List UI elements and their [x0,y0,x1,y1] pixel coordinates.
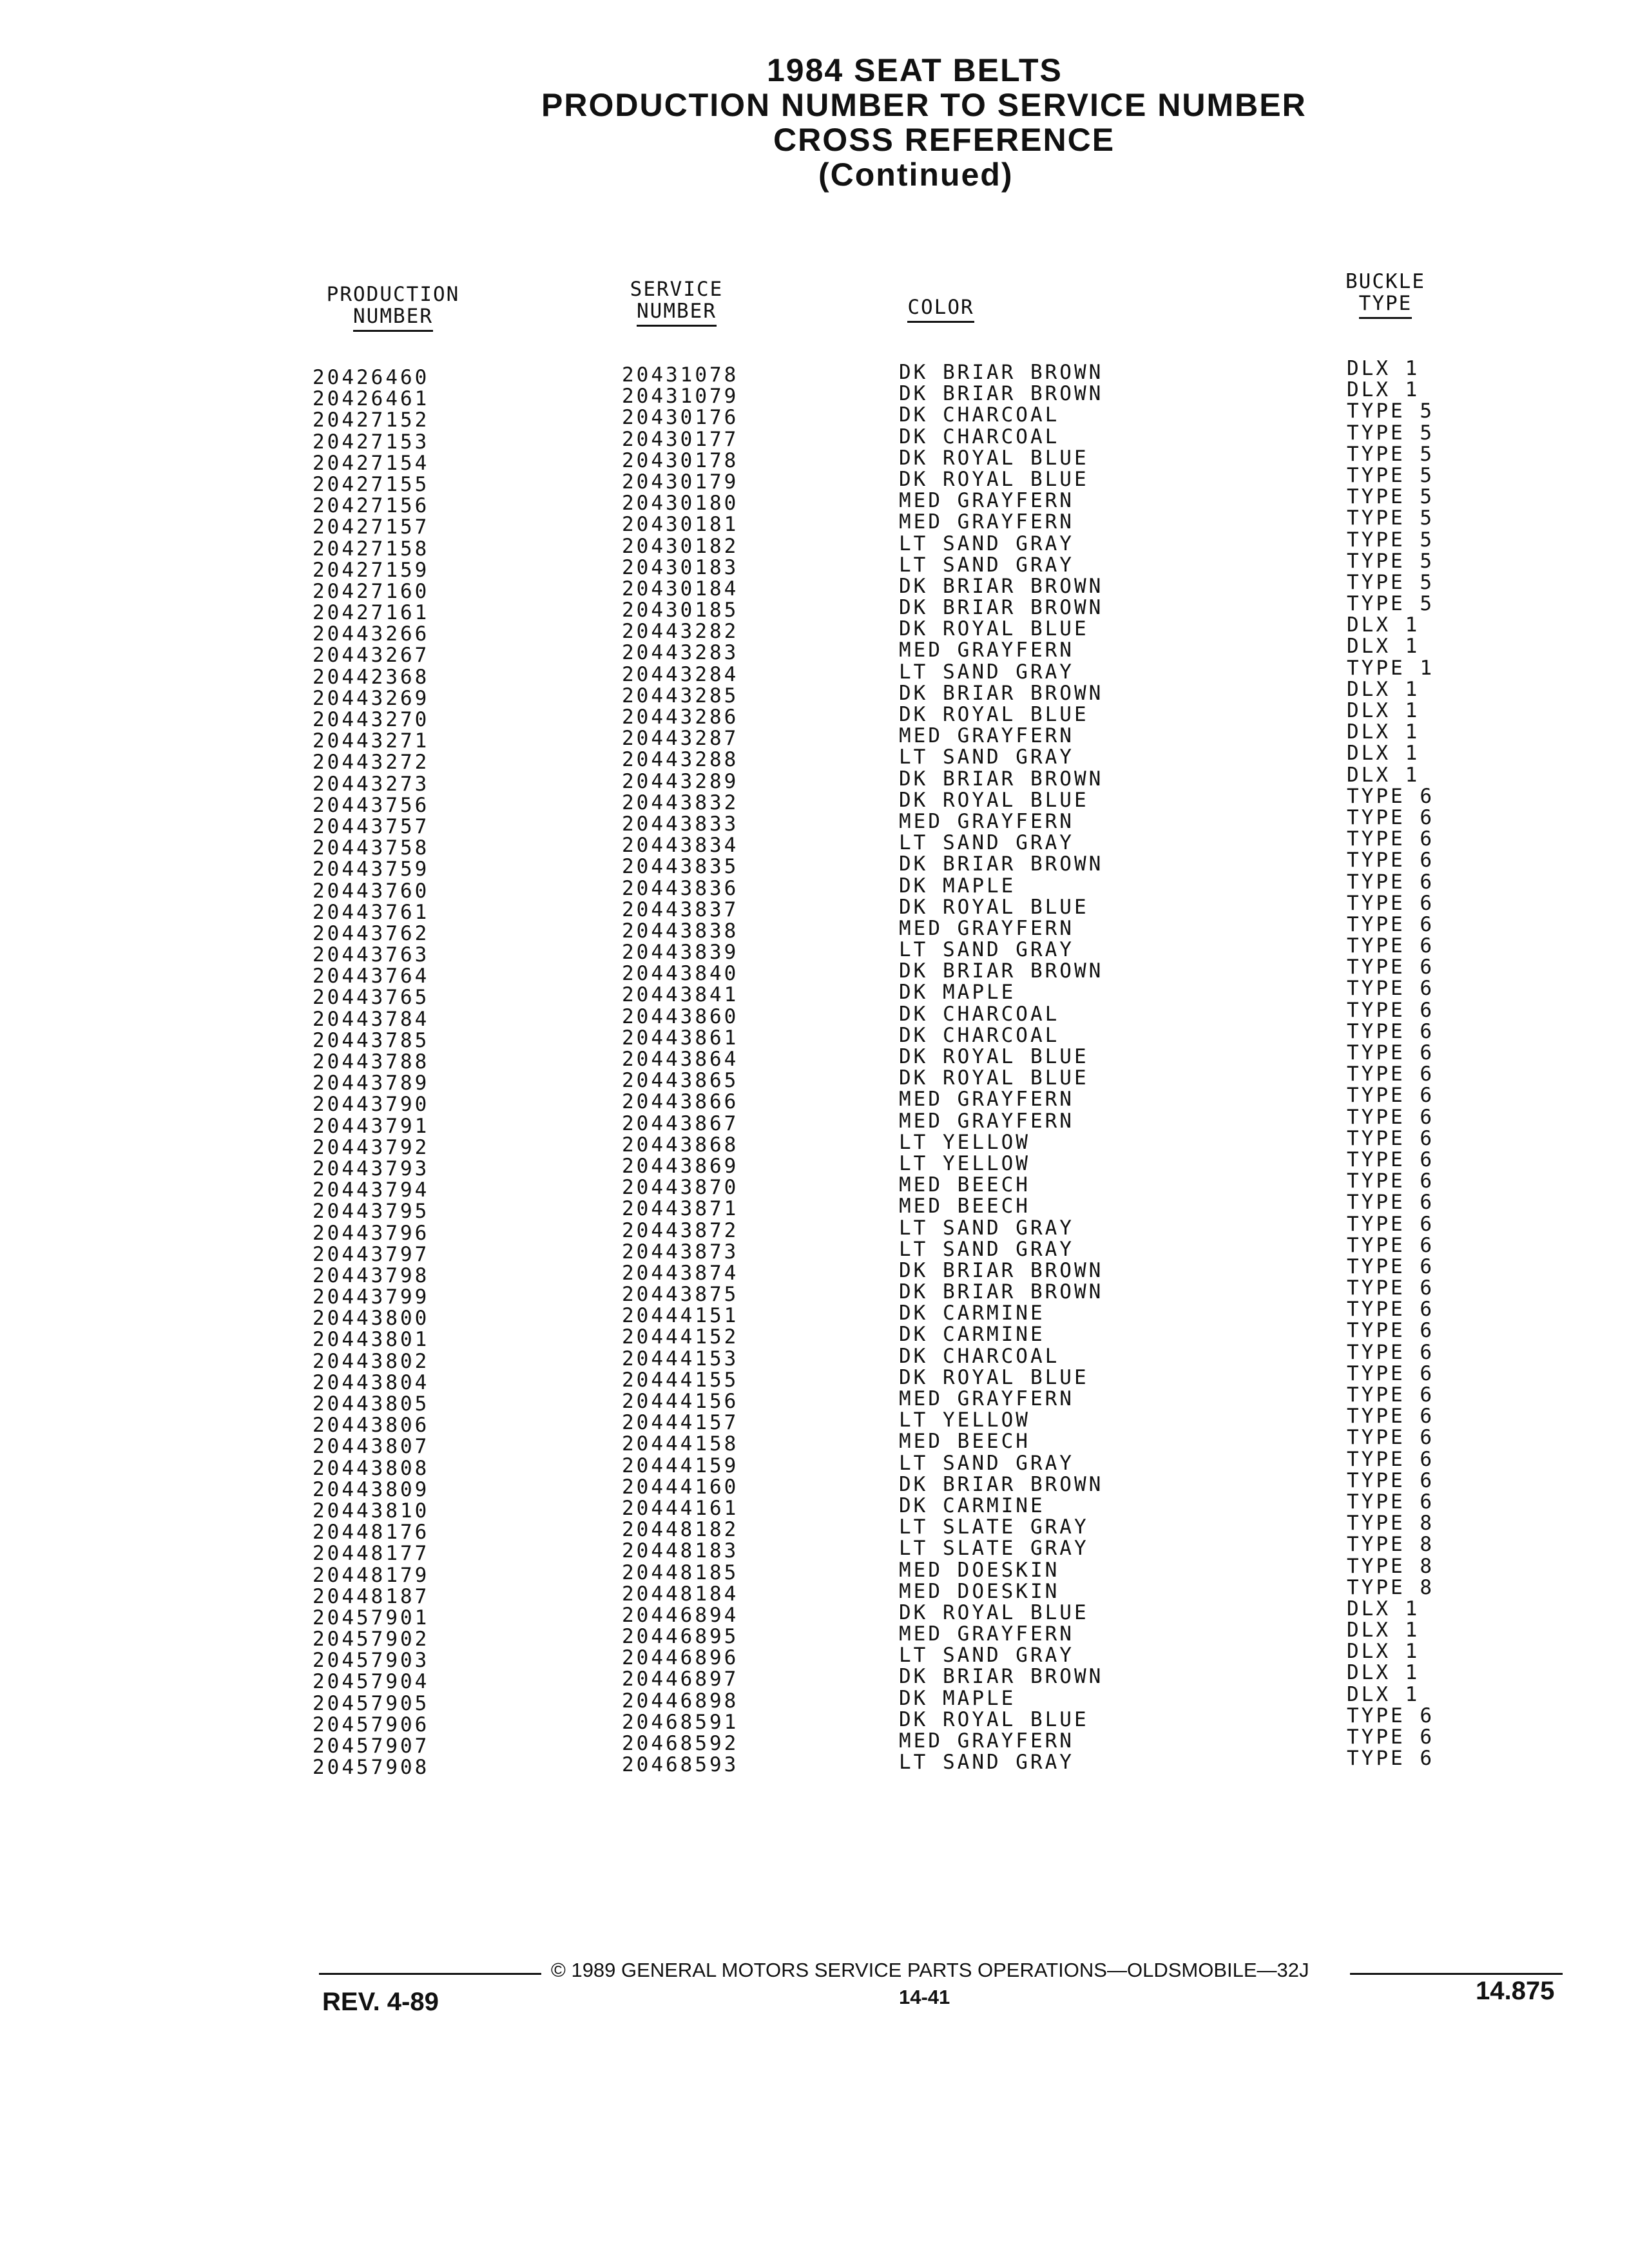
production-number-cell: 20427157 [313,515,430,539]
service-number-cell: 20443836 [622,876,739,900]
production-number-cell: 20457904 [313,1670,430,1694]
production-number-cell: 20443793 [313,1157,430,1180]
production-number-cell: 20457908 [313,1756,430,1780]
buckle-type-cell: TYPE 5 [1347,570,1434,594]
footer-rule-right [1350,1973,1563,1975]
color-cell: DK CHARCOAL [899,1023,1060,1047]
production-number-cell: 20443797 [313,1242,430,1266]
service-number-cell: 20443869 [622,1154,739,1178]
color-cell: DK BRIAR BROWN [899,1472,1104,1496]
production-number-cell: 20457901 [313,1606,430,1629]
color-column [899,362,1103,1773]
buckle-type-cell: TYPE 6 [1347,849,1434,872]
production-number-cell: 20443758 [313,836,430,860]
service-number-cell: 20443287 [622,727,739,751]
production-number-cell: 20443266 [313,622,430,646]
color-cell: LT SAND GRAY [899,831,1074,855]
buckle-type-cell: TYPE 5 [1347,399,1434,423]
service-number-cell: 20448185 [622,1561,739,1584]
color-cell: DK ROYAL BLUE [899,1365,1089,1389]
buckle-type-header [1334,271,1437,319]
service-number-cell: 20443286 [622,706,739,729]
service-number-cell: 20443832 [622,791,739,814]
buckle-type-cell: TYPE 6 [1347,1340,1434,1364]
buckle-type-cell: TYPE 6 [1347,1298,1434,1321]
service-number-column [622,365,738,1776]
service-number-cell: 20444151 [622,1304,739,1328]
buckle-type-cell: DLX 1 [1347,1661,1420,1685]
service-number-cell: 20443861 [622,1026,739,1050]
buckle-type-cell: TYPE 6 [1347,998,1434,1022]
buckle-header-line2: TYPE [1359,293,1412,319]
service-number-cell: 20448183 [622,1539,739,1563]
production-number-cell: 20443794 [313,1178,430,1202]
service-number-cell: 20468591 [622,1710,739,1734]
production-number-cell: 20443273 [313,772,430,796]
buckle-type-cell: DLX 1 [1347,763,1420,787]
color-cell: LT SAND GRAY [899,745,1074,769]
buckle-type-cell: TYPE 6 [1347,1169,1434,1193]
production-number-cell: 20443760 [313,879,430,903]
production-number-cell: 20442368 [313,665,430,689]
production-number-cell: 20426460 [313,366,430,389]
service-number-cell: 20443872 [622,1218,739,1242]
color-cell: LT SAND GRAY [899,1451,1074,1475]
buckle-type-cell: TYPE 6 [1347,1426,1434,1450]
buckle-type-cell: TYPE 6 [1347,1126,1434,1150]
color-cell: DK CARMINE [899,1302,1045,1325]
service-number-cell: 20446897 [622,1667,739,1691]
service-number-cell: 20443864 [622,1048,739,1071]
buckle-type-cell: TYPE 6 [1347,1212,1434,1236]
service-number-cell: 20443873 [622,1240,739,1264]
production-number-cell: 20427160 [313,579,430,603]
buckle-type-cell: TYPE 6 [1347,1019,1434,1043]
color-cell: DK ROYAL BLUE [899,703,1089,726]
production-number-cell: 20443267 [313,644,430,668]
production-number-cell: 20443809 [313,1477,430,1501]
color-cell: DK ROYAL BLUE [899,895,1089,919]
buckle-type-cell: TYPE 6 [1347,784,1434,808]
service-number-cell: 20443866 [622,1090,739,1114]
buckle-type-cell: DLX 1 [1347,378,1420,402]
buckle-type-cell: TYPE 6 [1347,891,1434,915]
color-cell: DK BRIAR BROWN [899,1258,1104,1282]
color-cell: LT SAND GRAY [899,553,1074,577]
color-cell: LT SLATE GRAY [899,1537,1089,1561]
color-cell: DK ROYAL BLUE [899,1066,1089,1090]
production-number-cell: 20443765 [313,986,430,1010]
production-number-cell: 20443761 [313,900,430,924]
color-cell: MED GRAYFERN [899,489,1074,513]
service-number-cell: 20443834 [622,834,739,858]
production-number-cell: 20427156 [313,494,430,518]
buckle-type-cell: TYPE 6 [1347,1704,1434,1727]
color-cell: MED GRAYFERN [899,1387,1074,1410]
production-number-cell: 20427154 [313,451,430,475]
service-header-line2: NUMBER [637,300,717,327]
color-cell: MED GRAYFERN [899,1622,1074,1646]
buckle-type-cell: TYPE 8 [1347,1575,1434,1599]
production-number-cell: 20443799 [313,1285,430,1309]
production-number-cell: 20443762 [313,921,430,945]
color-header [889,296,992,323]
production-number-cell: 20443764 [313,965,430,988]
buckle-header-line1: BUCKLE [1345,270,1425,293]
service-number-cell: 20443838 [622,919,739,943]
production-number-header [303,284,483,332]
production-number-cell: 20443801 [313,1328,430,1352]
service-number-cell: 20444159 [622,1454,739,1477]
buckle-type-cell: TYPE 6 [1347,1233,1434,1257]
buckle-type-cell: TYPE 5 [1347,549,1434,573]
production-header-line1: PRODUCTION [326,283,460,306]
buckle-type-cell: DLX 1 [1347,1682,1420,1706]
production-number-cell: 20443791 [313,1114,430,1138]
service-number-cell: 20443835 [622,855,739,879]
production-number-cell: 20457903 [313,1649,430,1673]
service-number-cell: 20443283 [622,641,739,665]
footer-copyright: © 1989 GENERAL MOTORS SERVICE PARTS OPERATIONS—OLDSMOBILE—32J [551,1959,1309,1981]
color-cell: DK MAPLE [899,1686,1016,1710]
buckle-type-cell: TYPE 6 [1347,1105,1434,1129]
buckle-type-cell: DLX 1 [1347,613,1420,637]
buckle-type-cell: DLX 1 [1347,357,1420,380]
color-cell: DK BRIAR BROWN [899,681,1104,705]
buckle-type-cell: TYPE 6 [1347,1254,1434,1278]
production-number-cell: 20443270 [313,708,430,731]
footer-rule-left [319,1973,541,1975]
color-cell: MED GRAYFERN [899,916,1074,940]
color-cell: DK CHARCOAL [899,1002,1060,1026]
production-number-cell: 20443763 [313,943,430,967]
section-number: 14.875 [1476,1977,1555,2005]
color-cell: LT SAND GRAY [899,938,1074,962]
service-number-header [606,278,747,327]
production-number-cell: 20457907 [313,1735,430,1758]
service-number-cell: 20448184 [622,1582,739,1606]
service-number-cell: 20443868 [622,1133,739,1157]
service-number-cell: 20430177 [622,427,739,451]
service-number-cell: 20444160 [622,1475,739,1499]
color-cell: DK ROYAL BLUE [899,446,1089,470]
color-cell: LT SAND GRAY [899,1751,1074,1774]
service-number-cell: 20443841 [622,983,739,1007]
production-number-cell: 20443790 [313,1093,430,1117]
service-number-cell: 20444158 [622,1432,739,1456]
buckle-type-cell: DLX 1 [1347,720,1420,744]
production-number-cell: 20443807 [313,1435,430,1459]
production-number-cell: 20443788 [313,1050,430,1073]
production-number-cell: 20443804 [313,1370,430,1394]
page-title [451,53,1353,192]
production-number-cell: 20427161 [313,601,430,625]
color-cell: MED BEECH [899,1195,1030,1218]
production-number-cell: 20443757 [313,814,430,838]
color-cell: LT YELLOW [899,1408,1030,1432]
service-number-cell: 20443871 [622,1197,739,1221]
production-number-cell: 20448187 [313,1584,430,1608]
buckle-type-cell: TYPE 6 [1347,956,1434,979]
buckle-type-cell: TYPE 6 [1347,1148,1434,1171]
service-number-cell: 20443282 [622,620,739,644]
buckle-type-cell: TYPE 6 [1347,1276,1434,1300]
production-number-cell: 20443798 [313,1264,430,1287]
buckle-type-cell: TYPE 6 [1347,1361,1434,1385]
title-line-1: 1984 SEAT BELTS [767,52,1063,88]
service-number-cell: 20430182 [622,534,739,558]
service-number-cell: 20443285 [622,684,739,707]
title-line-3: CROSS REFERENCE [773,122,1115,158]
production-number-cell: 20443806 [313,1414,430,1437]
production-number-cell: 20443789 [313,1072,430,1095]
production-number-cell: 20443802 [313,1349,430,1373]
service-number-cell: 20431078 [622,363,739,387]
service-number-cell: 20430179 [622,470,739,494]
buckle-type-cell: TYPE 6 [1347,1405,1434,1428]
color-cell: DK CHARCOAL [899,403,1060,427]
production-number-cell: 20443756 [313,793,430,817]
buckle-type-cell: TYPE 6 [1347,977,1434,1001]
color-cell: DK BRIAR BROWN [899,382,1104,406]
service-number-cell: 20444161 [622,1496,739,1520]
color-cell: LT YELLOW [899,1130,1030,1154]
color-cell: MED GRAYFERN [899,510,1074,534]
buckle-type-cell: TYPE 5 [1347,463,1434,487]
color-cell: DK MAPLE [899,981,1016,1004]
buckle-type-cell: TYPE 6 [1347,934,1434,958]
service-number-cell: 20431079 [622,385,739,408]
buckle-type-cell: TYPE 6 [1347,1490,1434,1514]
buckle-type-cell: TYPE 6 [1347,912,1434,936]
buckle-type-cell: TYPE 6 [1347,1447,1434,1471]
color-cell: MED BEECH [899,1430,1030,1454]
service-header-line1: SERVICE [630,278,724,301]
production-number-cell: 20427153 [313,430,430,454]
service-number-cell: 20446898 [622,1689,739,1713]
service-number-cell: 20443875 [622,1283,739,1307]
production-number-cell: 20443785 [313,1028,430,1052]
buckle-type-cell: DLX 1 [1347,677,1420,701]
production-number-cell: 20427159 [313,558,430,582]
color-cell: MED BEECH [899,1173,1030,1197]
buckle-type-cell: TYPE 6 [1347,1084,1434,1108]
service-number-cell: 20443284 [622,662,739,686]
color-cell: DK MAPLE [899,874,1016,898]
service-number-cell: 20430183 [622,555,739,579]
production-number-cell: 20443759 [313,858,430,881]
service-number-cell: 20443860 [622,1004,739,1028]
color-cell: DK BRIAR BROWN [899,361,1104,384]
color-cell: DK CHARCOAL [899,1344,1060,1368]
buckle-type-cell: DLX 1 [1347,1619,1420,1642]
color-header-label: COLOR [907,296,974,323]
buckle-type-cell: TYPE 8 [1347,1554,1434,1578]
color-cell: DK ROYAL BLUE [899,1045,1089,1068]
color-cell: DK ROYAL BLUE [899,1600,1089,1624]
service-number-cell: 20443837 [622,898,739,921]
service-number-cell: 20443867 [622,1111,739,1135]
production-number-cell: 20426461 [313,387,430,411]
buckle-type-cell: TYPE 5 [1347,421,1434,445]
buckle-type-cell: TYPE 6 [1347,1383,1434,1407]
buckle-type-cell: TYPE 6 [1347,870,1434,894]
production-number-cell: 20443805 [313,1392,430,1416]
buckle-type-cell: TYPE 6 [1347,1041,1434,1064]
color-cell: DK ROYAL BLUE [899,467,1089,491]
buckle-type-cell: TYPE 6 [1347,805,1434,829]
color-cell: LT SAND GRAY [899,1237,1074,1261]
buckle-type-cell: TYPE 6 [1347,1319,1434,1343]
service-number-cell: 20444157 [622,1411,739,1435]
color-cell: DK BRIAR BROWN [899,1665,1104,1689]
service-number-cell: 20468592 [622,1732,739,1755]
buckle-type-cell: TYPE 5 [1347,528,1434,552]
service-number-cell: 20443833 [622,812,739,836]
service-number-cell: 20443840 [622,962,739,986]
service-number-cell: 20448182 [622,1518,739,1542]
production-number-cell: 20443792 [313,1135,430,1159]
color-cell: DK BRIAR BROWN [899,959,1104,983]
buckle-type-cell: TYPE 8 [1347,1533,1434,1557]
color-cell: DK BRIAR BROWN [899,574,1104,598]
buckle-type-cell: TYPE 5 [1347,592,1434,616]
service-number-cell: 20444153 [622,1347,739,1370]
production-number-cell: 20448179 [313,1563,430,1587]
service-number-cell: 20430184 [622,577,739,601]
buckle-type-cell: TYPE 6 [1347,1191,1434,1215]
buckle-type-column [1347,358,1434,1769]
color-cell: DK ROYAL BLUE [899,617,1089,641]
color-cell: LT SAND GRAY [899,1644,1074,1667]
color-cell: LT YELLOW [899,1151,1030,1175]
production-number-column [313,367,429,1778]
service-number-cell: 20444155 [622,1368,739,1392]
color-cell: DK ROYAL BLUE [899,788,1089,812]
buckle-type-cell: TYPE 5 [1347,506,1434,530]
color-cell: MED DOESKIN [899,1579,1060,1603]
color-cell: LT SAND GRAY [899,532,1074,555]
buckle-type-cell: DLX 1 [1347,699,1420,722]
title-line-2: PRODUCTION NUMBER TO SERVICE NUMBER [541,87,1307,123]
production-number-cell: 20448176 [313,1521,430,1544]
production-number-cell: 20443810 [313,1499,430,1523]
service-number-cell: 20444156 [622,1390,739,1413]
color-cell: MED GRAYFERN [899,724,1074,748]
production-number-cell: 20443800 [313,1307,430,1331]
production-number-cell: 20427155 [313,472,430,496]
color-cell: LT SAND GRAY [899,1216,1074,1240]
service-number-cell: 20446894 [622,1603,739,1627]
service-number-cell: 20443865 [622,1069,739,1093]
buckle-type-cell: TYPE 5 [1347,485,1434,509]
service-number-cell: 20443874 [622,1261,739,1285]
page-number: 14-41 [899,1986,950,2008]
buckle-type-cell: TYPE 6 [1347,1725,1434,1749]
service-number-cell: 20443839 [622,941,739,965]
buckle-type-cell: DLX 1 [1347,1640,1420,1664]
service-number-cell: 20430181 [622,513,739,537]
production-number-cell: 20427152 [313,408,430,432]
color-cell: MED DOESKIN [899,1558,1060,1582]
production-number-cell: 20443269 [313,686,430,710]
buckle-type-cell: DLX 1 [1347,742,1420,765]
service-number-cell: 20443289 [622,769,739,793]
color-cell: DK ROYAL BLUE [899,1707,1089,1731]
service-number-cell: 20443870 [622,1176,739,1200]
color-cell: DK BRIAR BROWN [899,596,1104,620]
color-cell: DK CHARCOAL [899,425,1060,448]
production-header-line2: NUMBER [353,305,433,332]
buckle-type-cell: TYPE 6 [1347,1062,1434,1086]
service-number-cell: 20443288 [622,748,739,772]
color-cell: DK CARMINE [899,1494,1045,1517]
color-cell: MED GRAYFERN [899,1729,1074,1753]
color-cell: DK BRIAR BROWN [899,852,1104,876]
buckle-type-cell: TYPE 1 [1347,656,1434,680]
color-cell: MED GRAYFERN [899,1109,1074,1133]
production-number-cell: 20443796 [313,1221,430,1245]
production-number-cell: 20457902 [313,1628,430,1651]
production-number-cell: 20443784 [313,1007,430,1031]
production-number-cell: 20443808 [313,1456,430,1480]
buckle-type-cell: TYPE 5 [1347,442,1434,466]
production-number-cell: 20443272 [313,751,430,774]
color-cell: DK BRIAR BROWN [899,767,1104,791]
color-cell: MED GRAYFERN [899,1088,1074,1111]
buckle-type-cell: DLX 1 [1347,1597,1420,1620]
service-number-cell: 20446896 [622,1646,739,1670]
buckle-type-cell: TYPE 6 [1347,827,1434,851]
color-cell: MED GRAYFERN [899,639,1074,662]
title-line-4: (Continued) [818,157,1014,193]
production-number-cell: 20457906 [313,1713,430,1736]
color-cell: MED GRAYFERN [899,809,1074,833]
service-number-cell: 20430178 [622,448,739,472]
color-cell: LT SLATE GRAY [899,1515,1089,1539]
color-cell: DK BRIAR BROWN [899,1280,1104,1304]
service-number-cell: 20430185 [622,599,739,622]
production-number-cell: 20427158 [313,537,430,561]
service-number-cell: 20446895 [622,1625,739,1649]
buckle-type-cell: TYPE 6 [1347,1468,1434,1492]
service-number-cell: 20444152 [622,1325,739,1349]
color-cell: DK CARMINE [899,1323,1045,1347]
service-number-cell: 20430176 [622,406,739,430]
revision-label: REV. 4-89 [322,1988,439,2016]
buckle-type-cell: TYPE 8 [1347,1512,1434,1535]
buckle-type-cell: DLX 1 [1347,635,1420,658]
production-number-cell: 20443795 [313,1200,430,1224]
production-number-cell: 20448177 [313,1542,430,1566]
production-number-cell: 20443271 [313,729,430,753]
buckle-type-cell: TYPE 6 [1347,1747,1434,1771]
service-number-cell: 20430180 [622,492,739,515]
production-number-cell: 20457905 [313,1691,430,1715]
color-cell: LT SAND GRAY [899,660,1074,684]
service-number-cell: 20468593 [622,1753,739,1777]
